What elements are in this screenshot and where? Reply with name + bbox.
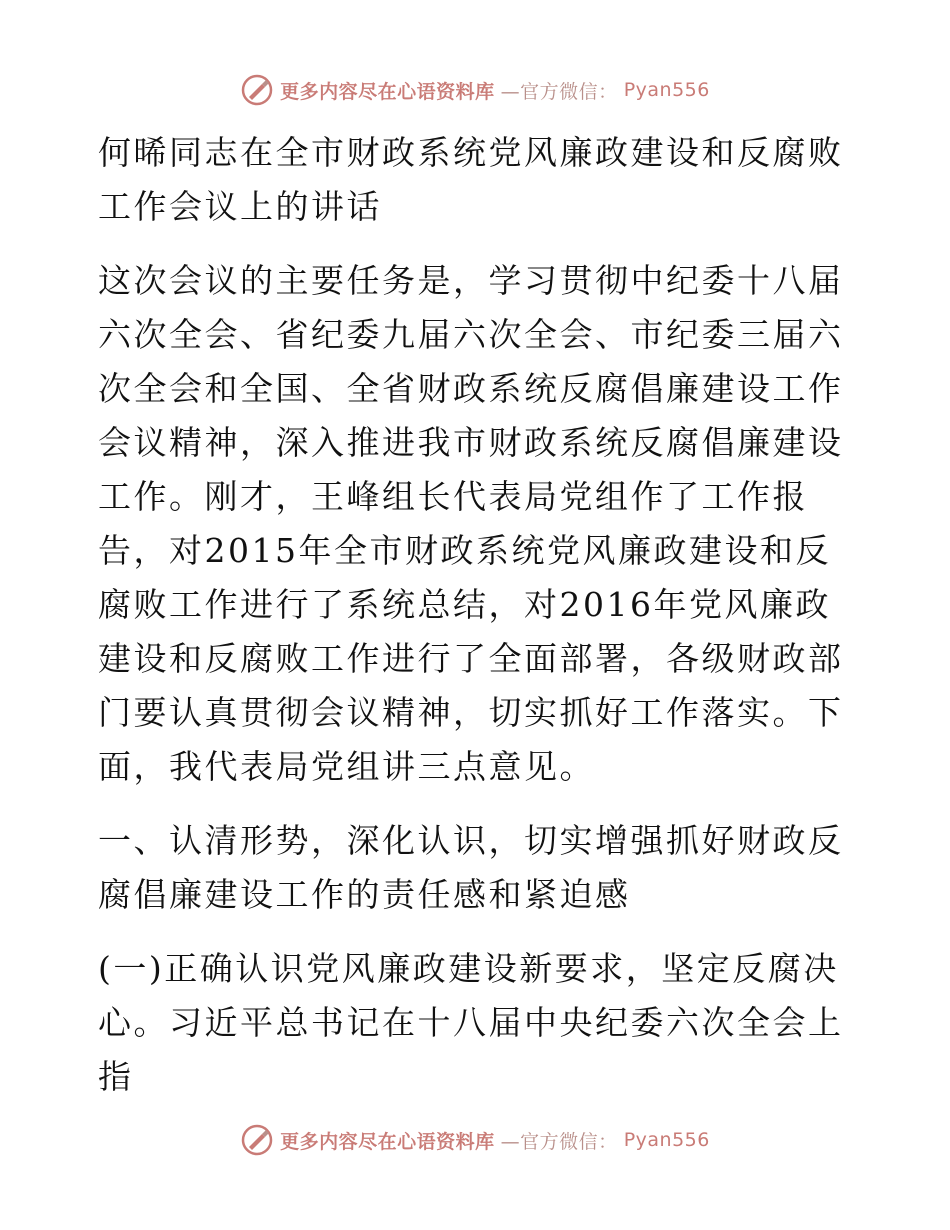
- paragraph-intro: 这次会议的主要任务是，学习贯彻中纪委十八届六次全会、省纪委九届六次全会、市纪委三届六次全会和全国、全省财政系统反腐倡廉建设工作会议精神，深入推进我市财政系统反腐倡廉建设工作。刚才，王峰组长代表局党组作了工作报告，对2015年全市财政系统党风廉政建设和反腐败工作进行了系统总结，对2016年党风廉政建设和反腐败工作进行了全面部署，各级财政部门要认真贯彻会议精神，切实抓好工作落实。下面，我代表局党组讲三点意见。: [98, 261, 844, 786]
- watermark-wechat-id: Pyan556: [623, 79, 710, 101]
- watermark-main-text: 更多内容尽在心语资料库: [280, 80, 495, 103]
- watermark-header: [0, 70, 950, 110]
- watermark-main-text: 更多内容尽在心语资料库: [280, 1130, 495, 1153]
- watermark-footer: [0, 1120, 950, 1160]
- watermark-sub-text: —官方微信：: [500, 1130, 618, 1153]
- pen-logo-icon: [240, 73, 274, 107]
- section-heading-1: 一、认清形势，深化认识，切实增强抓好财政反腐倡廉建设工作的责任感和紧迫感: [98, 821, 844, 914]
- pen-logo-icon: [240, 1123, 274, 1157]
- document-body: [98, 118, 858, 1104]
- watermark-sub-text: —官方微信：: [500, 80, 618, 103]
- document-title: 何晞同志在全市财政系统党风廉政建设和反腐败工作会议上的讲话: [98, 133, 844, 226]
- paragraph-section-1-1: (一)正确认识党风廉政建设新要求，坚定反腐决心。习近平总书记在十八届中央纪委六次全会上指: [98, 949, 844, 1096]
- watermark-wechat-id: Pyan556: [623, 1129, 710, 1151]
